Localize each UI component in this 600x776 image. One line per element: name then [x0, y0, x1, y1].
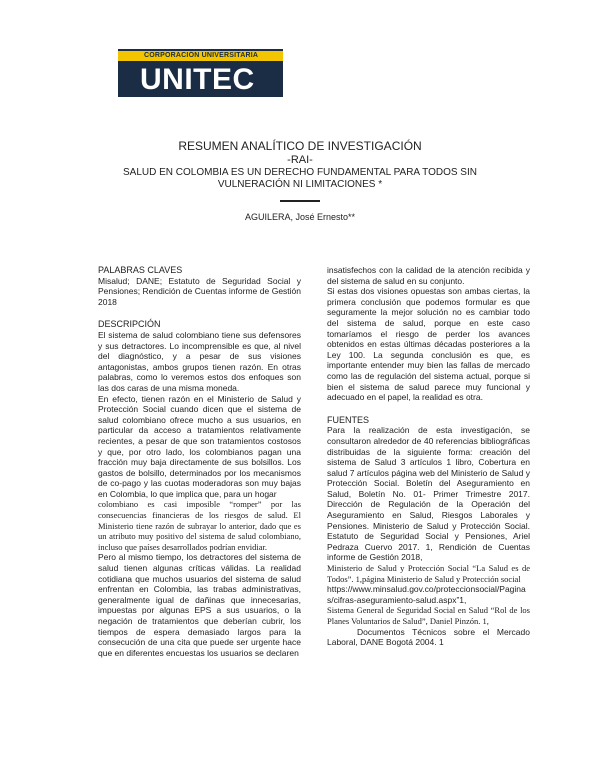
document-topic: [0, 167, 600, 191]
topic-line-2: VULNERACIÓN NI LIMITACIONES *: [217, 179, 383, 190]
left-column: [98, 265, 301, 658]
topic-line-1: SALUD EN COLOMBIA ES UN DERECHO FUNDAMENTAL PARA TODOS SIN: [123, 167, 477, 178]
description-paragraph: insatisfechos con la calidad de la atención recibida y del sistema de salud en su conjunto.: [327, 265, 530, 286]
sources-paragraph: Para la realización de esta investigación, se consultaron alrededor de 40 referencias bibliográficas distribuidas de la siguiente forma: creación del sistema de Salud 3 artículos 1 libro, Cobertura en salud 7 artículos página web del Ministerio de Salud y Protección Social. Boletín del Aseguramiento en Salud, Boletín No. 01- Primer Trimestre 2017. Dirección de Regulación de la Operación del Aseguramiento en Salud, Riesgos Laborales y Pensiones. Ministerio de Salud y Protección Social. Estatuto de Seguridad Social y Pensiones, Ariel Pedraza Cuervo 2017. 1, Rendición de Cuentas informe de Gestión 2018,: [327, 425, 530, 563]
title-divider: [280, 200, 320, 202]
description-paragraph: En efecto, tienen razón en el Ministerio de Salud y Protección Social cuando dicen que el sistema de salud colombiano ofrece mucho a sus usuarios, en particular da acceso a tratamientos relativamente recientes, a pesar de que son tratamientos costosos y que, por otro lado, los colombianos pagan una fracción muy baja directamente de sus bolsillos. Los gastos de bolsillo, determinados por los mecanismos de co-pago y las cuotas moderadoras son muy bajas en Colombia, lo que implica que, para un hogar: [98, 393, 301, 499]
description-paragraph: Si estas dos visiones opuestas son ambas ciertas, la primera conclusión que podemos formular es que seguramente la mejor solución no es cambiar todo del sistema de salud, porque en este caso tomaríamos el riesgo de perder los avances obtenidos en estas últimas décadas posteriores a la Ley 100. La segunda conclusión es que, es importante entender muy bien las fallas de mercado como las de regulación del sistema actual, porque si bien el sistema de salud parece muy funcional y adecuado en el papel, la realidad es otra.: [327, 286, 530, 403]
sources-paragraph: Sistema General de Seguridad Social en Salud “Rol de los Planes Voluntarios de Salud”, Daniel Pinzón. 1,: [327, 605, 530, 626]
logo-subtitle: CORPORACIÓN UNIVERSITARIA: [144, 52, 259, 59]
description-paragraph: El sistema de salud colombiano tiene sus defensores y sus detractores. Lo incomprensible es que, al nivel del diagnóstico, y a pesar de sus visiones antagonistas, ambos grupos tienen razón. En otras palabras, como lo veremos estos dos enfoques son las dos caras de una misma moneda.: [98, 329, 301, 393]
author: AGUILERA, José Ernesto**: [244, 212, 356, 222]
sources-heading: FUENTES: [327, 414, 370, 425]
sources-paragraph: Documentos Técnicos sobre el Mercado Laboral, DANE Bogotá 2004. 1: [327, 626, 530, 648]
description-paragraph: Pero al mismo tiempo, los detractores del sistema de salud tienen algunas críticas válidas. La realidad cotidiana que muchos usuarios del sistema de salud enfrentan en Colombia, las trabas administrativas, generalmente igual de dañinas que innecesarias, impuestas por algunas EPS a sus usuarios, o la negación de tratamientos que deberían cubrir, los tiempos de espera demasiado largos para la consecución de una cita que puede ser urgente hace que en diferentes encuestas los usuarios se declaren: [98, 552, 301, 658]
right-column: [327, 265, 530, 648]
logo-name: UNITEC: [140, 63, 255, 96]
keywords-heading: PALABRAS CLAVES: [98, 265, 183, 275]
keywords-text: Misalud; DANE; Estatuto de Seguridad Social y Pensiones; Rendición de Cuentas informe de Gestión 2018: [98, 275, 301, 307]
sources-paragraph: Ministerio de Salud y Protección Social “La Salud es de Todos”. 1,página Ministerio de Salud y Protección social: [327, 563, 530, 584]
unitec-logo: [118, 49, 283, 97]
document-subtitle: -RAI-: [287, 154, 313, 166]
description-paragraph: colombiano es casi imposible “romper” por las consecuencias financieras de los riesgos de salud. El Ministerio tiene razón de subrayar lo anterior, dado que es un atributo muy positivo del sistema de salud colombiano, incluso que países desarrollados podrían envidiar.: [98, 499, 301, 552]
sources-url: https://www.minsalud.gov.co/proteccionsocial/Paginas/cifras-aseguramiento-salud.aspx”1,: [327, 584, 526, 605]
description-heading: DESCRIPCIÓN: [98, 319, 161, 330]
document-title: RESUMEN ANALÍTICO DE INVESTIGACIÓN: [178, 139, 422, 153]
